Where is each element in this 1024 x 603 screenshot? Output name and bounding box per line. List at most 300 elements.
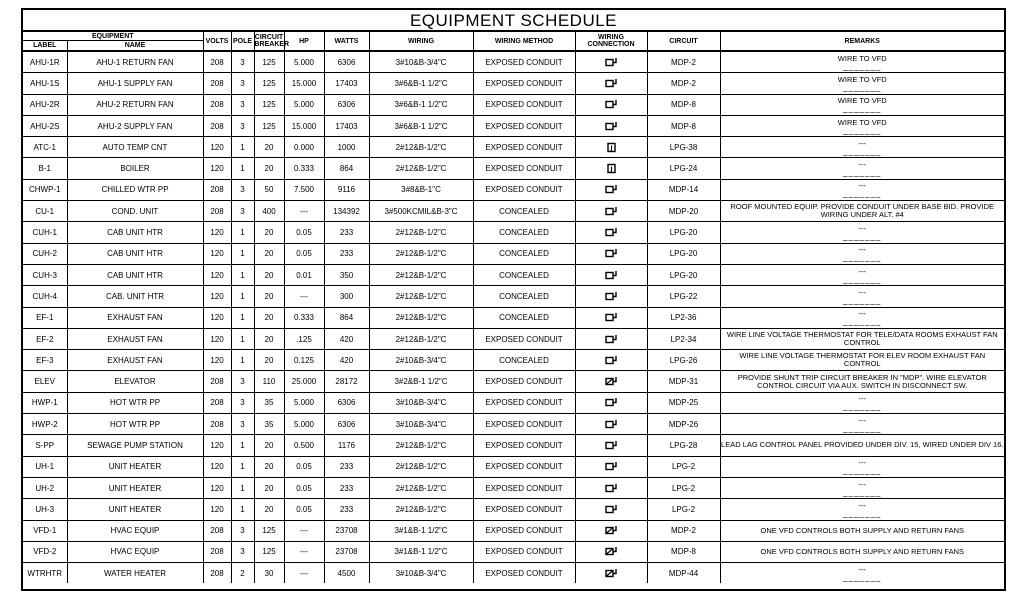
remarks-text: ROOF MOUNTED EQUIP. PROVIDE CONDUIT UNDER BASE BID. PROVIDE WIRING UNDER ALT. #4 <box>730 202 994 220</box>
cell-pole: 1 <box>231 243 254 264</box>
cell-connection <box>575 264 647 285</box>
table-row <box>23 243 1004 264</box>
cell-volts: 208 <box>203 51 231 73</box>
cell-method: CONCEALED <box>473 201 575 222</box>
header-breaker-line-1: CIRCUIT <box>254 34 284 41</box>
cell-volts: 120 <box>203 499 231 520</box>
cell-wiring: 2#12&B-1/2"C <box>369 456 473 477</box>
cell-method: EXPOSED CONDUIT <box>473 115 575 136</box>
cell-circuit: MDP-8 <box>647 115 720 136</box>
cell-name: CAB UNIT HTR <box>67 264 203 285</box>
cell-connection <box>575 350 647 371</box>
cell-volts: 120 <box>203 477 231 498</box>
header-breaker-line-2: BREAKER <box>254 41 290 48</box>
remarks-text: --- <box>858 224 866 234</box>
cell-circuit: LPG-20 <box>647 264 720 285</box>
remarks-text: WIRE TO VFD <box>837 96 887 106</box>
cell-remarks <box>720 51 1004 73</box>
cell-method: EXPOSED CONDUIT <box>473 392 575 413</box>
table-row <box>23 328 1004 349</box>
cell-circuit: LP2-34 <box>647 328 720 349</box>
cell-watts: 233 <box>324 222 369 243</box>
remarks-underline: _______ <box>843 274 882 284</box>
cell-breaker: 20 <box>254 350 284 371</box>
cell-watts: 233 <box>324 456 369 477</box>
cell-wiring: 3#1&B-1 1/2"C <box>369 541 473 562</box>
table-row <box>23 541 1004 562</box>
cell-breaker: 20 <box>254 286 284 307</box>
cell-label: S-PP <box>23 435 67 456</box>
cell-wiring: 3#1&B-1 1/2"C <box>369 520 473 541</box>
cell-name: BOILER <box>67 158 203 179</box>
header-wiring: WIRING <box>369 32 473 52</box>
cell-wiring: 2#12&B-1/2"C <box>369 435 473 456</box>
cell-volts: 120 <box>203 286 231 307</box>
cell-breaker: 110 <box>254 371 284 392</box>
cell-volts: 208 <box>203 179 231 200</box>
cell-name: HVAC EQUIP <box>67 541 203 562</box>
disconnect-switch-icon <box>605 440 618 451</box>
cell-name: HVAC EQUIP <box>67 520 203 541</box>
cell-pole: 3 <box>231 73 254 94</box>
cell-name: CAB UNIT HTR <box>67 222 203 243</box>
table-row <box>23 371 1004 392</box>
cell-name: COND. UNIT <box>67 201 203 222</box>
cell-pole: 1 <box>231 158 254 179</box>
cell-circuit: LPG-2 <box>647 499 720 520</box>
cell-name: AHU-1 RETURN FAN <box>67 51 203 73</box>
cell-remarks <box>720 350 1004 371</box>
cell-circuit: MDP-2 <box>647 520 720 541</box>
cell-breaker: 20 <box>254 328 284 349</box>
cell-method: EXPOSED CONDUIT <box>473 541 575 562</box>
cell-circuit: MDP-20 <box>647 201 720 222</box>
table-row <box>23 499 1004 520</box>
remarks-underline: _______ <box>843 82 882 92</box>
header-label: LABEL <box>23 41 67 52</box>
svg-text:J: J <box>609 166 613 174</box>
cell-name: UNIT HEATER <box>67 499 203 520</box>
cell-watts: 17403 <box>324 73 369 94</box>
cell-label: ELEV <box>23 371 67 392</box>
cell-circuit: LPG-24 <box>647 158 720 179</box>
cell-watts: 28172 <box>324 371 369 392</box>
cell-label: CUH-2 <box>23 243 67 264</box>
cell-remarks <box>720 435 1004 456</box>
cell-wiring: 2#12&B-1/2"C <box>369 264 473 285</box>
cell-breaker: 125 <box>254 73 284 94</box>
table-row <box>23 563 1004 584</box>
cell-hp: 15.000 <box>284 115 324 136</box>
cell-hp: 25.000 <box>284 371 324 392</box>
cell-volts: 208 <box>203 115 231 136</box>
cell-circuit: MDP-8 <box>647 94 720 115</box>
cell-remarks <box>720 307 1004 328</box>
cell-volts: 120 <box>203 435 231 456</box>
cell-hp: 0.125 <box>284 350 324 371</box>
cell-connection <box>575 477 647 498</box>
cell-connection <box>575 115 647 136</box>
cell-hp: 0.333 <box>284 307 324 328</box>
cell-connection <box>575 222 647 243</box>
cell-wiring: 3#10&B-3/4"C <box>369 51 473 73</box>
disconnect-switch-icon <box>605 397 618 408</box>
cell-circuit: MDP-8 <box>647 541 720 562</box>
svg-text:J: J <box>609 144 613 152</box>
cell-circuit: LPG-38 <box>647 137 720 158</box>
cell-volts: 120 <box>203 137 231 158</box>
cell-wiring: 3#6&B-1 1/2"C <box>369 73 473 94</box>
cell-remarks <box>720 158 1004 179</box>
cell-method: EXPOSED CONDUIT <box>473 158 575 179</box>
cell-name: AHU-2 SUPPLY FAN <box>67 115 203 136</box>
cell-volts: 120 <box>203 307 231 328</box>
cell-wiring: 2#12&B-1/2"C <box>369 286 473 307</box>
cell-hp: 0.05 <box>284 222 324 243</box>
cell-label: EF-2 <box>23 328 67 349</box>
cell-label: CUH-4 <box>23 286 67 307</box>
table-row <box>23 286 1004 307</box>
remarks-underline: _______ <box>843 295 882 305</box>
table-row <box>23 94 1004 115</box>
cell-volts: 120 <box>203 328 231 349</box>
cell-label: UH-3 <box>23 499 67 520</box>
cell-remarks <box>720 328 1004 349</box>
cell-watts: 9116 <box>324 179 369 200</box>
cell-breaker: 125 <box>254 94 284 115</box>
cell-volts: 208 <box>203 201 231 222</box>
cell-watts: 420 <box>324 328 369 349</box>
cell-name: HOT WTR PP <box>67 392 203 413</box>
cell-watts: 4500 <box>324 563 369 584</box>
cell-pole: 1 <box>231 435 254 456</box>
cell-wiring: 2#12&B-1/2"C <box>369 307 473 328</box>
cell-hp: 0.000 <box>284 137 324 158</box>
cell-remarks <box>720 392 1004 413</box>
cell-connection <box>575 520 647 541</box>
cell-remarks <box>720 456 1004 477</box>
cell-wiring: 2#12&B-1/2"C <box>369 222 473 243</box>
cell-volts: 208 <box>203 541 231 562</box>
cell-remarks <box>720 179 1004 200</box>
cell-watts: 1000 <box>324 137 369 158</box>
remarks-underline: _______ <box>843 232 882 242</box>
cell-circuit: LP2-36 <box>647 307 720 328</box>
cell-wiring: 3#10&B-3/4"C <box>369 414 473 435</box>
cell-name: CAB. UNIT HTR <box>67 286 203 307</box>
cell-watts: 6306 <box>324 51 369 73</box>
cell-method: EXPOSED CONDUIT <box>473 435 575 456</box>
table-row <box>23 115 1004 136</box>
cell-wiring: 2#12&B-1/2"C <box>369 243 473 264</box>
cell-remarks <box>720 201 1004 222</box>
cell-name: UNIT HEATER <box>67 477 203 498</box>
table-row <box>23 435 1004 456</box>
cell-hp: 0.05 <box>284 456 324 477</box>
cell-volts: 120 <box>203 264 231 285</box>
cell-label: AHU-2S <box>23 115 67 136</box>
cell-hp: 15.000 <box>284 73 324 94</box>
disconnect-switch-icon <box>605 248 618 259</box>
cell-label: EF-3 <box>23 350 67 371</box>
header-name: NAME <box>67 41 203 52</box>
cell-connection <box>575 541 647 562</box>
remarks-text: --- <box>858 181 866 191</box>
cell-label: VFD-2 <box>23 541 67 562</box>
cell-wiring: 3#10&B-3/4"C <box>369 563 473 584</box>
remarks-underline: _______ <box>843 466 882 476</box>
cell-remarks <box>720 94 1004 115</box>
cell-label: UH-2 <box>23 477 67 498</box>
disconnect-switch-icon <box>605 270 618 281</box>
table-row <box>23 520 1004 541</box>
cell-pole: 3 <box>231 179 254 200</box>
cell-hp: --- <box>284 541 324 562</box>
cell-connection <box>575 414 647 435</box>
cell-volts: 208 <box>203 371 231 392</box>
header-conn-line-1: WIRING <box>597 34 625 41</box>
equipment-schedule-sheet <box>21 8 1006 591</box>
cell-breaker: 20 <box>254 243 284 264</box>
cell-circuit: MDP-14 <box>647 179 720 200</box>
cell-breaker: 20 <box>254 477 284 498</box>
cell-name: WATER HEATER <box>67 563 203 584</box>
cell-method: EXPOSED CONDUIT <box>473 137 575 158</box>
disconnect-switch-icon <box>605 57 618 68</box>
cell-method: EXPOSED CONDUIT <box>473 563 575 584</box>
cell-name: HOT WTR PP <box>67 414 203 435</box>
cell-method: CONCEALED <box>473 243 575 264</box>
header-remarks: REMARKS <box>720 32 1004 52</box>
table-row <box>23 307 1004 328</box>
cell-connection <box>575 286 647 307</box>
remarks-text: WIRE LINE VOLTAGE THERMOSTAT FOR ELEV ROOM EXHAUST FAN CONTROL <box>739 351 986 369</box>
cell-volts: 120 <box>203 243 231 264</box>
disconnect-switch-icon <box>605 461 618 472</box>
disconnect-switch-icon <box>605 504 618 515</box>
header-hp: HP <box>284 32 324 52</box>
table-row <box>23 179 1004 200</box>
remarks-text: WIRE TO VFD <box>837 53 887 63</box>
cell-breaker: 35 <box>254 414 284 435</box>
cell-pole: 3 <box>231 392 254 413</box>
cell-label: ATC-1 <box>23 137 67 158</box>
cell-volts: 120 <box>203 456 231 477</box>
cell-remarks <box>720 414 1004 435</box>
cell-pole: 1 <box>231 456 254 477</box>
cell-volts: 120 <box>203 350 231 371</box>
cell-pole: 3 <box>231 94 254 115</box>
remarks-text: --- <box>858 309 866 319</box>
cell-label: UH-1 <box>23 456 67 477</box>
cell-wiring: 2#12&B-1/2"C <box>369 137 473 158</box>
cell-remarks <box>720 520 1004 541</box>
cell-breaker: 125 <box>254 51 284 73</box>
remarks-text: WIRE TO VFD <box>837 74 887 84</box>
cell-method: EXPOSED CONDUIT <box>473 477 575 498</box>
cell-remarks <box>720 541 1004 562</box>
cell-circuit: MDP-25 <box>647 392 720 413</box>
disconnect-switch-icon <box>605 419 618 430</box>
cell-watts: 6306 <box>324 392 369 413</box>
cell-connection <box>575 307 647 328</box>
disconnect-switch-icon <box>605 355 618 366</box>
cell-method: EXPOSED CONDUIT <box>473 414 575 435</box>
remarks-underline: _______ <box>843 508 882 518</box>
cell-name: AHU-1 SUPPLY FAN <box>67 73 203 94</box>
cell-pole: 1 <box>231 328 254 349</box>
cell-label: CUH-3 <box>23 264 67 285</box>
cell-method: CONCEALED <box>473 222 575 243</box>
cell-method: EXPOSED CONDUIT <box>473 73 575 94</box>
cell-hp: 0.333 <box>284 158 324 179</box>
cell-volts: 208 <box>203 73 231 94</box>
disconnect-switch-icon <box>605 184 618 195</box>
cell-pole: 3 <box>231 520 254 541</box>
cell-circuit: LPG-26 <box>647 350 720 371</box>
cell-pole: 3 <box>231 201 254 222</box>
header-pole: POLE <box>231 32 254 52</box>
cell-name: EXHAUST FAN <box>67 328 203 349</box>
cell-connection <box>575 499 647 520</box>
cell-name: AHU-2 RETURN FAN <box>67 94 203 115</box>
cell-breaker: 20 <box>254 456 284 477</box>
remarks-underline: _______ <box>843 61 882 71</box>
cell-circuit: LPG-20 <box>647 222 720 243</box>
cell-volts: 120 <box>203 158 231 179</box>
remarks-text: --- <box>858 287 866 297</box>
cell-wiring: 2#10&B-3/4"C <box>369 350 473 371</box>
cell-method: CONCEALED <box>473 264 575 285</box>
header-volts: VOLTS <box>203 32 231 52</box>
cell-breaker: 20 <box>254 307 284 328</box>
header-conn-line-2: CONNECTION <box>587 41 635 48</box>
remarks-underline: _______ <box>843 253 882 263</box>
cell-pole: 2 <box>231 563 254 584</box>
cell-watts: 1176 <box>324 435 369 456</box>
cell-pole: 1 <box>231 499 254 520</box>
cell-watts: 6306 <box>324 414 369 435</box>
schedule-title: EQUIPMENT SCHEDULE <box>23 10 1004 31</box>
schedule-rows <box>23 51 1004 583</box>
cell-wiring: 2#12&B-1/2"C <box>369 328 473 349</box>
cell-breaker: 125 <box>254 520 284 541</box>
cell-label: VFD-1 <box>23 520 67 541</box>
cell-method: EXPOSED CONDUIT <box>473 520 575 541</box>
remarks-underline: _______ <box>843 146 882 156</box>
cell-hp: --- <box>284 286 324 307</box>
cell-watts: 134392 <box>324 201 369 222</box>
table-row <box>23 350 1004 371</box>
cell-hp: 5.000 <box>284 414 324 435</box>
cell-connection <box>575 158 647 179</box>
header-row-top <box>23 32 1004 41</box>
cell-pole: 3 <box>231 51 254 73</box>
remarks-underline: _______ <box>843 402 882 412</box>
cell-breaker: 20 <box>254 499 284 520</box>
equipment-schedule-table <box>23 31 1004 583</box>
cell-connection <box>575 51 647 73</box>
cell-method: EXPOSED CONDUIT <box>473 179 575 200</box>
cell-circuit: MDP-31 <box>647 371 720 392</box>
cell-wiring: 3#6&B-1 1/2"C <box>369 94 473 115</box>
cell-remarks <box>720 371 1004 392</box>
cell-pole: 1 <box>231 222 254 243</box>
cell-remarks <box>720 286 1004 307</box>
fused-switch-icon <box>605 525 618 536</box>
remarks-text: --- <box>858 564 866 574</box>
cell-circuit: LPG-20 <box>647 243 720 264</box>
cell-circuit: MDP-2 <box>647 51 720 73</box>
cell-name: EXHAUST FAN <box>67 350 203 371</box>
cell-label: AHU-1S <box>23 73 67 94</box>
cell-breaker: 400 <box>254 201 284 222</box>
remarks-text: ONE VFD CONTROLS BOTH SUPPLY AND RETURN FANS <box>760 546 964 556</box>
cell-method: EXPOSED CONDUIT <box>473 499 575 520</box>
cell-circuit: LPG-2 <box>647 477 720 498</box>
cell-watts: 23708 <box>324 541 369 562</box>
cell-connection <box>575 243 647 264</box>
disconnect-switch-icon <box>605 206 618 217</box>
cell-name: ELEVATOR <box>67 371 203 392</box>
cell-remarks <box>720 222 1004 243</box>
cell-label: HWP-1 <box>23 392 67 413</box>
cell-volts: 208 <box>203 94 231 115</box>
cell-wiring: 3#500KCMIL&B-3"C <box>369 201 473 222</box>
cell-breaker: 20 <box>254 435 284 456</box>
remarks-text: --- <box>858 479 866 489</box>
cell-hp: 5.000 <box>284 392 324 413</box>
cell-remarks <box>720 73 1004 94</box>
cell-hp: --- <box>284 563 324 584</box>
cell-volts: 208 <box>203 392 231 413</box>
disconnect-switch-icon <box>605 312 618 323</box>
cell-circuit: LPG-28 <box>647 435 720 456</box>
table-row <box>23 264 1004 285</box>
remarks-underline: _______ <box>843 125 882 135</box>
cell-connection <box>575 328 647 349</box>
remarks-text: WIRE LINE VOLTAGE THERMOSTAT FOR TELE/DATA ROOMS EXHAUST FAN CONTROL <box>726 330 998 347</box>
cell-hp: 5.000 <box>284 51 324 73</box>
remarks-text: --- <box>858 160 866 170</box>
junction-switch-icon <box>605 163 618 174</box>
cell-circuit: LPG-2 <box>647 456 720 477</box>
fused-switch-icon <box>605 376 618 387</box>
cell-breaker: 20 <box>254 158 284 179</box>
cell-label: WTRHTR <box>23 563 67 584</box>
cell-watts: 300 <box>324 286 369 307</box>
remarks-underline: _______ <box>843 487 882 497</box>
cell-label: CHWP-1 <box>23 179 67 200</box>
cell-hp: 0.500 <box>284 435 324 456</box>
cell-volts: 208 <box>203 563 231 584</box>
remarks-underline: _______ <box>843 189 882 199</box>
header-equipment: EQUIPMENT <box>23 32 203 41</box>
cell-wiring: 2#12&B-1/2"C <box>369 499 473 520</box>
cell-volts: 208 <box>203 520 231 541</box>
cell-breaker: 50 <box>254 179 284 200</box>
cell-hp: 5.000 <box>284 94 324 115</box>
cell-method: CONCEALED <box>473 286 575 307</box>
cell-name: SEWAGE PUMP STATION <box>67 435 203 456</box>
cell-label: AHU-2R <box>23 94 67 115</box>
cell-label: CUH-1 <box>23 222 67 243</box>
cell-breaker: 30 <box>254 563 284 584</box>
cell-method: CONCEALED <box>473 350 575 371</box>
cell-connection <box>575 94 647 115</box>
cell-connection <box>575 371 647 392</box>
cell-wiring: 3#6&B-1 1/2"C <box>369 115 473 136</box>
